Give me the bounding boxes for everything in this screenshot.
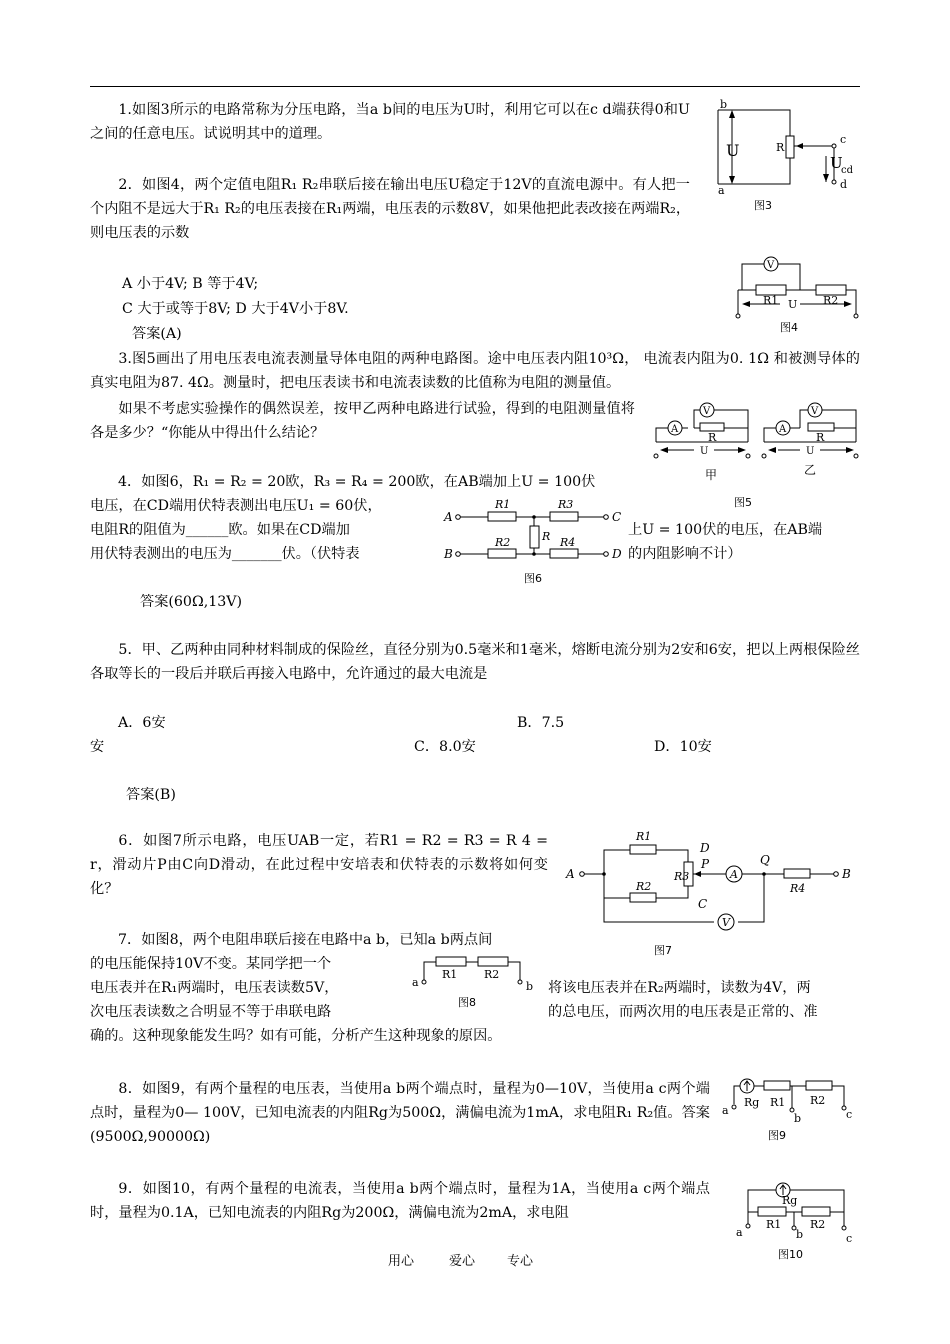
fig7-label-R2: R2: [636, 880, 652, 893]
question-3-line2: 如果不考虑实验操作的偶然误差，按甲乙两种电路进行试验，得到的电阻测量值将各是多少？“你能从中得出什么结论？: [90, 401, 635, 441]
question-1: 1.如图3所示的电路常称为分压电路，当a b间的电压为U时，利用它可以在c d端获得0和U之间的任意电压。试说明其中的道理。: [90, 102, 690, 142]
fig10-label-a: a: [736, 1226, 743, 1239]
footer-mid: 爱心: [449, 1254, 476, 1269]
fig6-label-A: A: [444, 510, 453, 524]
fig10-label-c: c: [846, 1232, 853, 1245]
fig6-caption: 图6: [524, 572, 542, 585]
fig8-label-R1: R1: [442, 968, 458, 981]
fig7-caption: 图7: [654, 944, 672, 957]
header-rule: [90, 86, 860, 87]
figure-3: [708, 96, 863, 216]
q5-option-C: C．8.0安: [414, 739, 476, 755]
fig3-caption: 图3: [754, 199, 772, 212]
fig9-label-a: a: [722, 1104, 729, 1117]
fig5-yi-R: R: [816, 431, 825, 444]
q5-option-A: A．6安: [118, 715, 166, 731]
q4-line4b: 的内阻影响不计）: [628, 546, 742, 562]
fig3-label-a: a: [718, 184, 725, 197]
footer-right: 专心: [507, 1254, 534, 1269]
figure-5: [648, 398, 868, 513]
fig3-label-U: U: [726, 141, 740, 160]
fig4-label-R1: R1: [763, 294, 779, 307]
fig3-label-c: c: [840, 133, 847, 146]
fig9-label-R2: R2: [810, 1094, 826, 1107]
fig5-jia-ammeter: A: [671, 424, 679, 435]
fig3-label-R: R: [776, 141, 785, 154]
fig5-jia-R: R: [708, 431, 717, 444]
fig7-label-R1: R1: [636, 830, 652, 843]
fig5-yi-U: U: [806, 446, 815, 457]
figure-9: [718, 1076, 863, 1144]
fig7-label-R3: R3: [674, 870, 690, 883]
fig6-label-B: B: [444, 547, 453, 561]
fig7-label-A: A: [566, 867, 575, 881]
fig9-caption: 图9: [768, 1129, 786, 1142]
fig6-label-R3: R3: [558, 498, 574, 511]
fig3-label-d: d: [840, 178, 848, 191]
fig5-yi-ammeter: A: [779, 424, 787, 435]
fig6-label-R1: R1: [495, 498, 511, 511]
q4-line3a: 电阻R的阻值为______欧。如果在CD端加: [90, 522, 350, 538]
fig7-label-B: B: [842, 867, 851, 881]
figure-7: [562, 826, 862, 960]
fig8-caption: 图8: [458, 996, 476, 1009]
footer-left: 用心: [388, 1254, 415, 1269]
fig5-caption: 图5: [734, 496, 752, 509]
fig9-label-c: c: [846, 1108, 853, 1121]
question-3: 3.图5画出了用电压表电流表测量导体电阻的两种电路图。途中电压表内阻10³Ω， 电流表内阻为0. 1Ω 和被测导体的真实电阻为87. 4Ω。测量时，把电压表读书和电流表读数的比值称为电阻的测量值。: [90, 351, 860, 391]
fig5-label-yi: 乙: [804, 463, 817, 477]
fig5-jia-voltmeter: V: [703, 406, 711, 417]
fig10-label-R2: R2: [810, 1218, 826, 1231]
fig4-caption: 图4: [780, 321, 798, 334]
fig6-label-C: C: [612, 510, 622, 524]
q7-line4b: 的总电压，而两次用的电压表是正常的、准: [548, 1004, 818, 1020]
fig4-label-R2: R2: [823, 294, 839, 307]
fig9-label-R1: R1: [770, 1096, 786, 1109]
q5-answer: 答案(B): [126, 787, 176, 803]
fig6-label-R2: R2: [495, 536, 511, 549]
fig7-ammeter-A: A: [730, 868, 738, 881]
fig7-voltmeter-V: V: [722, 916, 730, 929]
fig7-label-P: P: [701, 857, 710, 871]
fig6-label-R4: R4: [560, 536, 576, 549]
fig9-label-b: b: [794, 1112, 802, 1125]
q4-line4a: 用伏特表测出的电压为_______伏。（伏特表: [90, 546, 360, 562]
q7-line1: 7．如图8，两个电阻串联后接在电路中a b，已知a b两点间: [118, 932, 493, 948]
question-5: 5．甲、乙两种由同种材料制成的保险丝，直径分别为0.5毫米和1毫米，熔断电流分别为2安和6安，把以上两根保险丝各取等长的一段后并联后再接入电路中，允许通过的最大电流是: [90, 642, 860, 682]
fig8-label-a: a: [412, 976, 419, 989]
figure-10: [728, 1168, 863, 1264]
q2-answer: 答案(A): [132, 326, 182, 342]
fig7-label-C: C: [698, 897, 708, 911]
fig7-label-R4: R4: [790, 882, 806, 895]
fig9-label-Rg: Rg: [744, 1096, 760, 1109]
fig7-label-Q: Q: [760, 853, 770, 867]
q2-options-line2: C 大于或等于8V; D 大于4V小于8V.: [122, 301, 349, 317]
fig5-label-jia: 甲: [705, 468, 718, 482]
question-2: 2．如图4，两个定值电阻R₁ R₂串联后接在输出电压U稳定于12V的直流电源中。有人把一个内阻不是远大于R₁ R₂的电压表接在R₁两端，电压表的示数8V，如果他把此表改接在两端R₂，则电压表的示数: [90, 177, 691, 241]
q7-line5: 确的。这种现象能发生吗？如有可能，分析产生这种现象的原因。: [90, 1028, 502, 1044]
q4-line2: 电压，在CD端用伏特表测出电压U₁ = 60伏，: [90, 498, 382, 514]
figure-4: [730, 246, 865, 338]
figure-6: [440, 492, 630, 587]
fig4-label-U: U: [788, 298, 798, 311]
q7-line3a: 电压表并在R₁两端时，电压表读数5V，: [90, 980, 339, 996]
figure-8: [408, 950, 543, 1012]
q4-answer: 答案(60Ω,13V): [140, 594, 243, 610]
question-8: 8．如图9，有两个量程的电压表，当使用a b两个端点时，量程为0—10V，当使用a c两个端点时，量程为0— 100V，已知电流表的内阻Rg为500Ω，满偏电流为1mA，求电阻R₁ R₂值。答案(9500Ω,90000Ω): [90, 1081, 710, 1145]
q5-option-B-cont: 安: [90, 739, 105, 755]
fig5-yi-voltmeter: V: [811, 406, 819, 417]
fig7-label-D: D: [700, 841, 710, 855]
fig10-label-Rg: Rg: [782, 1194, 798, 1207]
fig10-label-b: b: [796, 1228, 804, 1241]
fig6-label-D: D: [612, 547, 622, 561]
fig10-label-R1: R1: [766, 1218, 782, 1231]
q7-line3b: 将该电压表并在R₂两端时，读数为4V，两: [548, 980, 811, 996]
question-9: 9．如图10，有两个量程的电流表，当使用a b两个端点时，量程为1A，当使用a c两个端点时，量程为0.1A，已知电流表的内阻Rg为200Ω，满偏电流为2mA，求电阻: [90, 1181, 710, 1221]
fig10-caption: 图10: [778, 1248, 803, 1261]
fig3-label-b: b: [720, 98, 728, 111]
q7-line4a: 次电压表读数之合明显不等于串联电路: [90, 1004, 332, 1020]
fig6-label-R: R: [542, 530, 551, 543]
fig3-label-Ucd: U: [830, 154, 843, 172]
q2-options-line1: A 小于4V; B 等于4V;: [122, 276, 259, 292]
q4-line1: 4．如图6，R₁ = R₂ = 20欧，R₃ = R₄ = 200欧，在AB端加上U = 100伏: [118, 474, 596, 490]
fig4-meter-V: V: [767, 260, 775, 271]
question-6: 6．如图7所示电路，电压UAB一定，若R1 = R2 = R3 = R 4 = r，滑动片P由C向D滑动，在此过程中安培表和伏特表的示数将如何变化？: [90, 833, 548, 897]
fig8-label-b: b: [526, 980, 534, 993]
q5-option-D: D．10安: [654, 739, 712, 755]
q5-option-B: B．7.5: [517, 715, 565, 731]
fig5-jia-U: U: [700, 446, 709, 457]
fig3-label-Ucd-sub: cd: [841, 165, 854, 176]
q7-line2: 的电压能保持10V不变。某同学把一个: [90, 956, 332, 972]
fig8-label-R2: R2: [484, 968, 500, 981]
q4-line3b: 上U = 100伏的电压，在AB端: [628, 522, 823, 538]
